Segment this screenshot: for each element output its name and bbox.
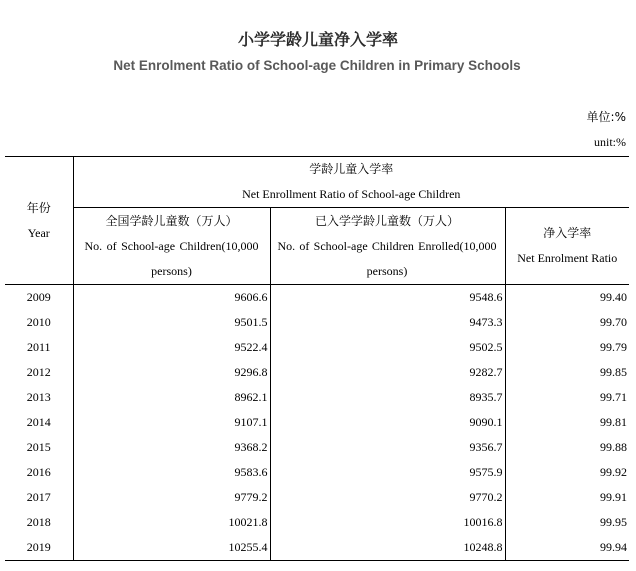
table-row	[5, 510, 629, 535]
column-header-en-line1: No. of School-age Children(10,000	[84, 238, 259, 253]
table-row	[5, 310, 629, 335]
year-cell: 2011	[5, 335, 73, 360]
table-row	[5, 485, 629, 510]
school-age-children-cell: 8962.1	[73, 385, 270, 410]
school-age-children-cell: 9296.8	[73, 360, 270, 385]
school-age-children-cell: 9368.2	[73, 435, 270, 460]
table-row	[5, 385, 629, 410]
net-enrolment-ratio-cell: 99.40	[600, 290, 628, 304]
year-cell: 2009	[5, 285, 73, 311]
unit-label-en: unit:%	[594, 135, 626, 149]
net-enrolment-ratio-cell: 99.94	[600, 540, 628, 554]
column-header-cn: 已入学学龄儿童数（万人）	[314, 213, 459, 228]
year-header	[5, 157, 73, 285]
table-header-row	[5, 208, 629, 285]
net-enrolment-ratio-cell: 99.88	[600, 440, 628, 454]
table-row	[5, 460, 629, 485]
column-header-en-line2: persons)	[366, 263, 408, 278]
table-header	[5, 157, 629, 285]
enrolled-children-cell: 9282.7	[270, 360, 505, 385]
net-enrolment-ratio-cell: 99.91	[600, 490, 628, 504]
table-row	[5, 535, 629, 561]
column-header-cn: 全国学龄儿童数（万人）	[105, 213, 238, 228]
enrolled-children-cell: 9770.2	[270, 485, 505, 510]
data-table	[5, 156, 629, 561]
group-header-en: Net Enrollment Ratio of School-age Children	[242, 187, 461, 201]
column-header-enrolled-children	[270, 208, 505, 285]
net-enrolment-ratio-cell: 99.95	[600, 515, 628, 529]
year-cell: 2019	[5, 535, 73, 561]
column-header-school-age-children	[73, 208, 270, 285]
net-enrolment-ratio-cell: 99.71	[600, 390, 628, 404]
year-cell: 2018	[5, 510, 73, 535]
enrolled-children-cell: 8935.7	[270, 385, 505, 410]
school-age-children-cell: 10021.8	[73, 510, 270, 535]
net-enrolment-ratio-cell: 99.81	[600, 415, 628, 429]
school-age-children-cell: 9779.2	[73, 485, 270, 510]
table-row	[5, 285, 629, 311]
enrolled-children-cell: 9548.6	[270, 285, 505, 311]
year-cell: 2014	[5, 410, 73, 435]
unit-label-cn: 单位:%	[586, 110, 626, 124]
enrolled-children-cell: 9473.3	[270, 310, 505, 335]
net-enrolment-ratio-cell: 99.79	[600, 340, 628, 354]
school-age-children-cell: 9501.5	[73, 310, 270, 335]
page-subtitle: Net Enrolment Ratio of School-age Children in Primary Schools	[113, 58, 521, 73]
enrolled-children-cell: 9502.5	[270, 335, 505, 360]
school-age-children-cell: 9583.6	[73, 460, 270, 485]
enrolled-children-cell: 10016.8	[270, 510, 505, 535]
year-cell: 2010	[5, 310, 73, 335]
table-row	[5, 360, 629, 385]
enrolled-children-cell: 9090.1	[270, 410, 505, 435]
enrolled-children-cell: 10248.8	[270, 535, 505, 561]
column-header-en-line2: persons)	[151, 263, 192, 278]
year-cell: 2017	[5, 485, 73, 510]
column-header-en: Net Enrolment Ratio	[517, 251, 618, 265]
enrolled-children-cell: 9575.9	[270, 460, 505, 485]
table-header-row	[5, 157, 629, 208]
table-row	[5, 410, 629, 435]
column-header-net-enrolment-ratio	[505, 208, 629, 285]
group-header	[73, 157, 629, 208]
year-header-en: Year	[27, 225, 50, 240]
net-enrolment-ratio-cell: 99.85	[600, 365, 628, 379]
school-age-children-cell: 9107.1	[73, 410, 270, 435]
year-cell: 2012	[5, 360, 73, 385]
school-age-children-cell: 9606.6	[73, 285, 270, 311]
table-row	[5, 335, 629, 360]
table-body	[5, 285, 629, 561]
school-age-children-cell: 10255.4	[73, 535, 270, 561]
net-enrolment-ratio-cell: 99.70	[600, 315, 628, 329]
net-enrolment-ratio-cell: 99.92	[600, 465, 628, 479]
group-header-cn: 学龄儿童入学率	[309, 162, 394, 176]
year-cell: 2016	[5, 460, 73, 485]
year-cell: 2013	[5, 385, 73, 410]
column-header-en-line1: No. of School-age Children Enrolled(10,000	[277, 238, 497, 253]
year-header-cn: 年份	[26, 200, 51, 215]
page-title: 小学学龄儿童净入学率	[237, 30, 398, 49]
column-header-cn: 净入学率	[543, 226, 592, 240]
enrolled-children-cell: 9356.7	[270, 435, 505, 460]
table-row	[5, 435, 629, 460]
year-cell: 2015	[5, 435, 73, 460]
school-age-children-cell: 9522.4	[73, 335, 270, 360]
